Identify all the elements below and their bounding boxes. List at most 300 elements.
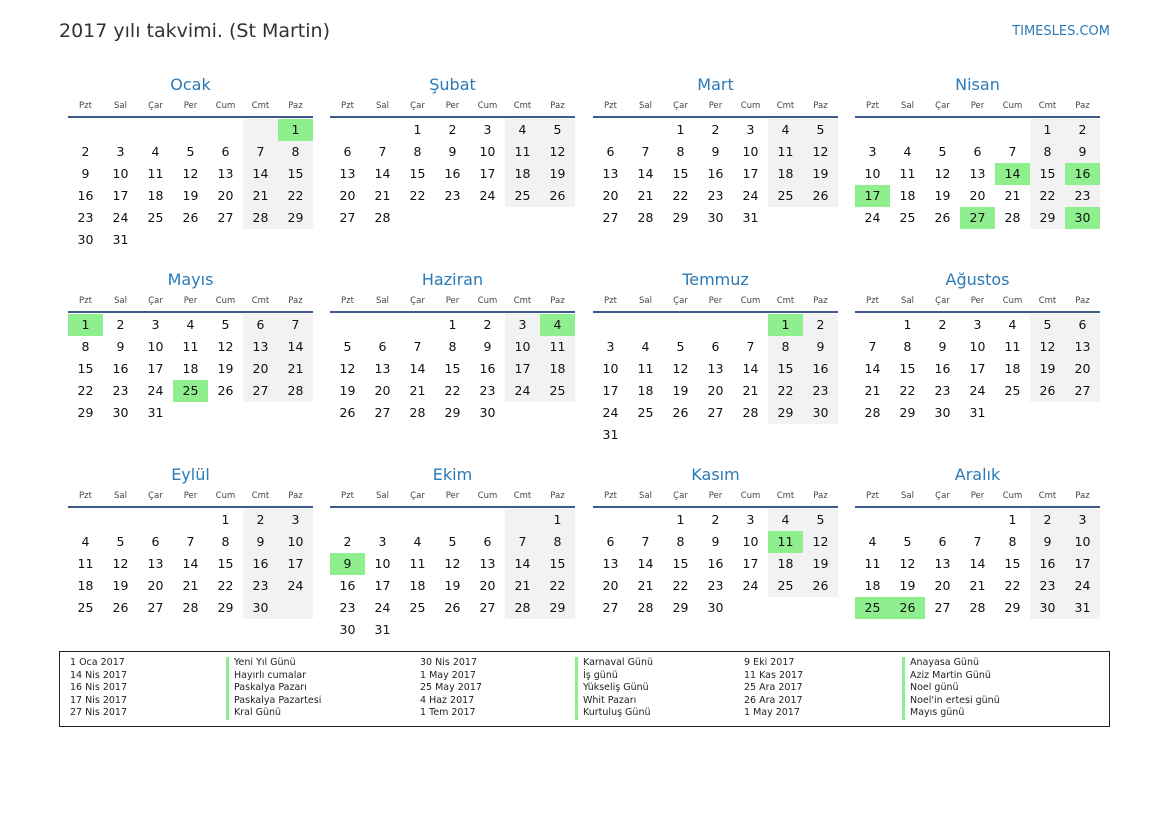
day-cell: 16 xyxy=(112,361,129,376)
week-row xyxy=(593,185,838,207)
empty-cell xyxy=(243,119,278,141)
month-12 xyxy=(855,462,1100,619)
week-row xyxy=(855,336,1100,358)
day-cell: 1 xyxy=(768,314,803,336)
empty-cell xyxy=(593,314,628,336)
legend-date: 1 May 2017 xyxy=(420,669,476,681)
day-cell: 13 xyxy=(243,336,278,358)
legend-date: 25 Ara 2017 xyxy=(744,682,803,694)
month-name: Eylül xyxy=(171,465,210,484)
month-name: Ekim xyxy=(432,465,473,484)
day-cell: 8 xyxy=(540,531,575,553)
day-cell: 13 xyxy=(602,166,619,181)
day-cell: 26 xyxy=(890,597,925,619)
day-cell: 24 xyxy=(112,210,129,225)
day-cell: 15 xyxy=(540,553,575,575)
day-cell: 23 xyxy=(339,600,356,615)
day-cell: 7 xyxy=(746,339,755,354)
day-cell: 9 xyxy=(483,339,492,354)
weekday-label: Per xyxy=(708,296,723,306)
day-cell: 20 xyxy=(1065,358,1100,380)
day-cell: 5 xyxy=(116,534,125,549)
months-grid xyxy=(68,72,1102,652)
day-cell: 27 xyxy=(479,600,496,615)
day-cell: 11 xyxy=(540,336,575,358)
day-cell: 2 xyxy=(81,144,90,159)
day-cell: 30 xyxy=(1065,207,1100,229)
day-cell: 13 xyxy=(934,556,951,571)
day-cell: 16 xyxy=(444,166,461,181)
day-cell: 11 xyxy=(899,166,916,181)
day-cell: 2 xyxy=(938,317,947,332)
day-cell: 5 xyxy=(448,534,457,549)
weekday-label: Cmt xyxy=(776,296,795,306)
day-cell: 25 xyxy=(540,380,575,402)
day-cell: 22 xyxy=(768,380,803,402)
day-cell: 20 xyxy=(969,188,986,203)
day-cell: 7 xyxy=(378,144,387,159)
day-cell: 9 xyxy=(243,531,278,553)
weekday-label: Sal xyxy=(376,296,389,306)
weekday-label: Sal xyxy=(114,491,127,501)
week-row xyxy=(68,185,313,207)
weekday-label: Sal xyxy=(901,296,914,306)
day-cell: 25 xyxy=(409,600,426,615)
day-cell: 26 xyxy=(672,405,689,420)
day-cell: 25 xyxy=(77,600,94,615)
day-cell: 2 xyxy=(711,122,720,137)
week-row xyxy=(593,575,838,597)
day-cell: 15 xyxy=(672,166,689,181)
day-cell: 22 xyxy=(672,188,689,203)
day-cell: 14 xyxy=(243,163,278,185)
day-cell: 26 xyxy=(112,600,129,615)
empty-cell xyxy=(803,424,838,446)
day-cell: 30 xyxy=(243,597,278,619)
empty-cell xyxy=(365,509,400,531)
day-cell: 4 xyxy=(641,339,650,354)
week-row xyxy=(330,185,575,207)
day-cell: 10 xyxy=(602,361,619,376)
day-cell: 1 xyxy=(278,119,313,141)
day-cell: 26 xyxy=(182,210,199,225)
site-link[interactable]: TIMESLES.COM xyxy=(1012,24,1110,39)
day-cell: 11 xyxy=(768,531,803,553)
day-cell: 26 xyxy=(1030,380,1065,402)
week-row xyxy=(330,336,575,358)
day-cell: 28 xyxy=(1004,210,1021,225)
empty-cell xyxy=(400,314,435,336)
empty-cell xyxy=(173,119,208,141)
legend-holiday-name: Noel günü xyxy=(910,682,959,694)
weekday-label: Pzt xyxy=(79,101,92,111)
week-row xyxy=(855,402,1100,424)
day-cell: 13 xyxy=(969,166,986,181)
day-cell: 9 xyxy=(81,166,90,181)
day-cell: 21 xyxy=(969,578,986,593)
weekday-label: Çar xyxy=(410,491,425,501)
weekday-label: Cum xyxy=(215,101,236,111)
empty-cell xyxy=(330,119,365,141)
weekday-header xyxy=(855,293,1100,313)
day-cell: 8 xyxy=(903,339,912,354)
day-cell: 10 xyxy=(969,339,986,354)
empty-cell xyxy=(1030,402,1065,424)
day-cell: 4 xyxy=(768,509,803,531)
weekday-header xyxy=(68,293,313,313)
day-cell: 2 xyxy=(1065,119,1100,141)
week-row xyxy=(330,619,575,641)
day-cell: 19 xyxy=(217,361,234,376)
day-cell: 22 xyxy=(1030,185,1065,207)
day-cell: 25 xyxy=(505,185,540,207)
day-cell: 1 xyxy=(903,317,912,332)
day-cell: 19 xyxy=(182,188,199,203)
day-cell: 23 xyxy=(803,380,838,402)
month-name: Ağustos xyxy=(945,270,1010,289)
day-cell: 12 xyxy=(672,361,689,376)
day-cell: 13 xyxy=(1065,336,1100,358)
day-cell: 2 xyxy=(116,317,125,332)
month-name: Kasım xyxy=(691,465,740,484)
weekday-label: Per xyxy=(183,296,198,306)
legend-holiday-name: Yeni Yıl Günü xyxy=(234,657,296,668)
day-cell: 18 xyxy=(768,553,803,575)
empty-cell xyxy=(768,424,803,446)
day-cell: 21 xyxy=(374,188,391,203)
weekday-label: Sal xyxy=(376,101,389,111)
legend-holiday-name: Karnaval Günü xyxy=(583,657,653,668)
day-cell: 19 xyxy=(339,383,356,398)
day-cell: 7 xyxy=(868,339,877,354)
month-name: Temmuz xyxy=(682,270,749,289)
weekday-label: Cmt xyxy=(251,101,270,111)
day-cell: 4 xyxy=(186,317,195,332)
legend-holiday-name: Hayırlı cumalar xyxy=(234,669,307,681)
day-cell: 11 xyxy=(77,556,94,571)
month-10 xyxy=(330,462,575,641)
legend-holiday-name: Noel'in ertesi günü xyxy=(910,694,1000,706)
week-row xyxy=(855,119,1100,141)
day-cell: 29 xyxy=(1004,600,1021,615)
weekday-label: Paz xyxy=(813,296,828,306)
empty-cell xyxy=(400,509,435,531)
week-row xyxy=(68,314,313,336)
day-cell: 31 xyxy=(374,622,391,637)
day-cell: 11 xyxy=(864,556,881,571)
month-2 xyxy=(330,72,575,229)
week-row xyxy=(330,358,575,380)
day-cell: 23 xyxy=(479,383,496,398)
weekday-label: Per xyxy=(970,101,985,111)
week-row xyxy=(330,119,575,141)
day-cell: 7 xyxy=(186,534,195,549)
empty-cell xyxy=(243,229,278,251)
weekday-header xyxy=(593,488,838,508)
legend-date: 1 Tem 2017 xyxy=(420,707,476,719)
day-cell: 10 xyxy=(1065,531,1100,553)
weekday-label: Pzt xyxy=(79,491,92,501)
day-cell: 5 xyxy=(221,317,230,332)
day-cell: 18 xyxy=(864,578,881,593)
legend-holiday-name: Paskalya Pazarı xyxy=(234,682,307,694)
empty-cell xyxy=(400,619,435,641)
empty-cell xyxy=(1065,402,1100,424)
weekday-header xyxy=(593,98,838,118)
day-cell: 3 xyxy=(378,534,387,549)
weekday-label: Per xyxy=(445,101,460,111)
empty-cell xyxy=(663,424,698,446)
weekday-label: Cum xyxy=(215,296,236,306)
day-cell: 16 xyxy=(1065,163,1100,185)
weekday-label: Sal xyxy=(114,101,127,111)
weekday-label: Cmt xyxy=(776,101,795,111)
day-cell: 3 xyxy=(746,512,755,527)
legend-date: 11 Kas 2017 xyxy=(744,669,804,681)
legend-dates xyxy=(744,657,803,720)
weekday-label: Paz xyxy=(288,101,303,111)
week-row xyxy=(68,402,313,424)
day-cell: 4 xyxy=(540,314,575,336)
day-cell: 25 xyxy=(1004,383,1021,398)
week-row xyxy=(593,336,838,358)
empty-cell xyxy=(505,402,540,424)
day-cell: 8 xyxy=(676,144,685,159)
empty-cell xyxy=(960,509,995,531)
weekday-label: Cum xyxy=(215,491,236,501)
day-cell: 20 xyxy=(934,578,951,593)
week-row xyxy=(68,358,313,380)
empty-cell xyxy=(435,509,470,531)
day-cell: 19 xyxy=(540,163,575,185)
day-cell: 16 xyxy=(479,361,496,376)
day-cell: 16 xyxy=(707,556,724,571)
day-cell: 3 xyxy=(505,314,540,336)
weekday-label: Pzt xyxy=(866,296,879,306)
day-cell: 31 xyxy=(112,232,129,247)
weekday-header xyxy=(68,98,313,118)
day-cell: 12 xyxy=(803,141,838,163)
day-cell: 6 xyxy=(221,144,230,159)
day-cell: 15 xyxy=(672,556,689,571)
day-cell: 26 xyxy=(444,600,461,615)
weekday-label: Çar xyxy=(673,296,688,306)
empty-cell xyxy=(330,314,365,336)
weekday-label: Per xyxy=(708,101,723,111)
day-cell: 28 xyxy=(742,405,759,420)
day-cell: 13 xyxy=(147,556,164,571)
day-cell: 17 xyxy=(855,185,890,207)
month-1 xyxy=(68,72,313,251)
month-name: Mart xyxy=(697,75,734,94)
day-cell: 8 xyxy=(413,144,422,159)
day-cell: 14 xyxy=(637,556,654,571)
weekday-label: Sal xyxy=(901,491,914,501)
day-cell: 21 xyxy=(864,383,881,398)
day-cell: 7 xyxy=(1008,144,1017,159)
empty-cell xyxy=(995,119,1030,141)
day-cell: 4 xyxy=(505,119,540,141)
week-row xyxy=(330,207,575,229)
week-row xyxy=(855,575,1100,597)
empty-cell xyxy=(435,207,470,229)
empty-cell xyxy=(243,402,278,424)
empty-cell xyxy=(628,119,663,141)
weekday-header xyxy=(330,293,575,313)
weekday-label: Pzt xyxy=(866,491,879,501)
month-name: Ocak xyxy=(170,75,211,94)
day-cell: 6 xyxy=(343,144,352,159)
day-cell: 3 xyxy=(116,144,125,159)
empty-cell xyxy=(698,314,733,336)
empty-cell xyxy=(103,509,138,531)
empty-cell xyxy=(278,402,313,424)
month-name: Mayıs xyxy=(167,270,214,289)
empty-cell xyxy=(278,229,313,251)
month-name: Nisan xyxy=(955,75,1000,94)
day-cell: 8 xyxy=(1008,534,1017,549)
weekday-label: Pzt xyxy=(866,101,879,111)
weekday-label: Sal xyxy=(639,101,652,111)
empty-cell xyxy=(960,119,995,141)
day-cell: 29 xyxy=(540,597,575,619)
day-cell: 18 xyxy=(768,163,803,185)
day-cell: 29 xyxy=(899,405,916,420)
day-cell: 3 xyxy=(278,509,313,531)
day-cell: 16 xyxy=(803,358,838,380)
day-cell: 2 xyxy=(483,317,492,332)
empty-cell xyxy=(855,314,890,336)
day-cell: 1 xyxy=(68,314,103,336)
weekday-label: Cmt xyxy=(776,491,795,501)
day-cell: 12 xyxy=(1030,336,1065,358)
day-cell: 13 xyxy=(602,556,619,571)
week-row xyxy=(68,509,313,531)
day-cell: 19 xyxy=(112,578,129,593)
day-cell: 15 xyxy=(1030,163,1065,185)
day-cell: 3 xyxy=(868,144,877,159)
empty-cell xyxy=(733,314,768,336)
day-cell: 27 xyxy=(147,600,164,615)
week-row xyxy=(593,207,838,229)
day-cell: 8 xyxy=(221,534,230,549)
weekday-label: Pzt xyxy=(341,296,354,306)
weekday-label: Cmt xyxy=(1038,491,1057,501)
day-cell: 24 xyxy=(969,383,986,398)
day-cell: 24 xyxy=(1065,575,1100,597)
day-cell: 11 xyxy=(409,556,426,571)
day-cell: 21 xyxy=(637,188,654,203)
empty-cell xyxy=(208,119,243,141)
day-cell: 30 xyxy=(112,405,129,420)
day-cell: 2 xyxy=(243,509,278,531)
weekday-label: Cum xyxy=(1002,491,1023,501)
day-cell: 6 xyxy=(606,534,615,549)
day-cell: 29 xyxy=(768,402,803,424)
day-cell: 31 xyxy=(147,405,164,420)
day-cell: 1 xyxy=(1030,119,1065,141)
day-cell: 25 xyxy=(768,185,803,207)
week-row xyxy=(330,314,575,336)
day-cell: 16 xyxy=(243,553,278,575)
day-cell: 24 xyxy=(864,210,881,225)
empty-cell xyxy=(278,597,313,619)
empty-cell xyxy=(208,229,243,251)
day-cell: 1 xyxy=(676,122,685,137)
weekday-label: Paz xyxy=(1075,491,1090,501)
day-cell: 21 xyxy=(637,578,654,593)
day-cell: 26 xyxy=(934,210,951,225)
weekday-label: Paz xyxy=(550,296,565,306)
weekday-label: Cum xyxy=(1002,101,1023,111)
day-cell: 7 xyxy=(278,314,313,336)
day-cell: 8 xyxy=(81,339,90,354)
empty-cell xyxy=(330,509,365,531)
day-cell: 1 xyxy=(676,512,685,527)
day-cell: 4 xyxy=(868,534,877,549)
day-cell: 21 xyxy=(505,575,540,597)
day-cell: 14 xyxy=(505,553,540,575)
day-cell: 28 xyxy=(637,210,654,225)
weekday-label: Sal xyxy=(901,101,914,111)
day-cell: 14 xyxy=(995,163,1030,185)
weekday-label: Paz xyxy=(1075,296,1090,306)
day-cell: 5 xyxy=(903,534,912,549)
day-cell: 27 xyxy=(339,210,356,225)
weekday-label: Sal xyxy=(639,296,652,306)
day-cell: 17 xyxy=(742,166,759,181)
weekday-label: Per xyxy=(445,491,460,501)
day-cell: 29 xyxy=(217,600,234,615)
day-cell: 25 xyxy=(855,597,890,619)
day-cell: 20 xyxy=(602,578,619,593)
week-row xyxy=(593,509,838,531)
day-cell: 18 xyxy=(899,188,916,203)
legend-holiday-name: Mayıs günü xyxy=(910,707,965,719)
day-cell: 23 xyxy=(112,383,129,398)
day-cell: 12 xyxy=(339,361,356,376)
day-cell: 7 xyxy=(641,144,650,159)
weekday-label: Sal xyxy=(639,491,652,501)
weekday-label: Cmt xyxy=(1038,101,1057,111)
day-cell: 15 xyxy=(899,361,916,376)
day-cell: 17 xyxy=(278,553,313,575)
empty-cell xyxy=(68,509,103,531)
empty-cell xyxy=(663,314,698,336)
day-cell: 11 xyxy=(182,339,199,354)
day-cell: 21 xyxy=(742,383,759,398)
day-cell: 22 xyxy=(672,578,689,593)
legend-names xyxy=(902,657,1000,720)
day-cell: 9 xyxy=(711,144,720,159)
empty-cell xyxy=(925,509,960,531)
week-row xyxy=(330,575,575,597)
day-cell: 21 xyxy=(182,578,199,593)
week-row xyxy=(68,119,313,141)
empty-cell xyxy=(855,119,890,141)
empty-cell xyxy=(435,619,470,641)
day-cell: 17 xyxy=(969,361,986,376)
empty-cell xyxy=(470,509,505,531)
empty-cell xyxy=(855,509,890,531)
day-cell: 18 xyxy=(409,578,426,593)
weekday-label: Cmt xyxy=(513,491,532,501)
week-row xyxy=(855,597,1100,619)
day-cell: 27 xyxy=(960,207,995,229)
day-cell: 9 xyxy=(1030,531,1065,553)
day-cell: 31 xyxy=(742,210,759,225)
day-cell: 19 xyxy=(899,578,916,593)
